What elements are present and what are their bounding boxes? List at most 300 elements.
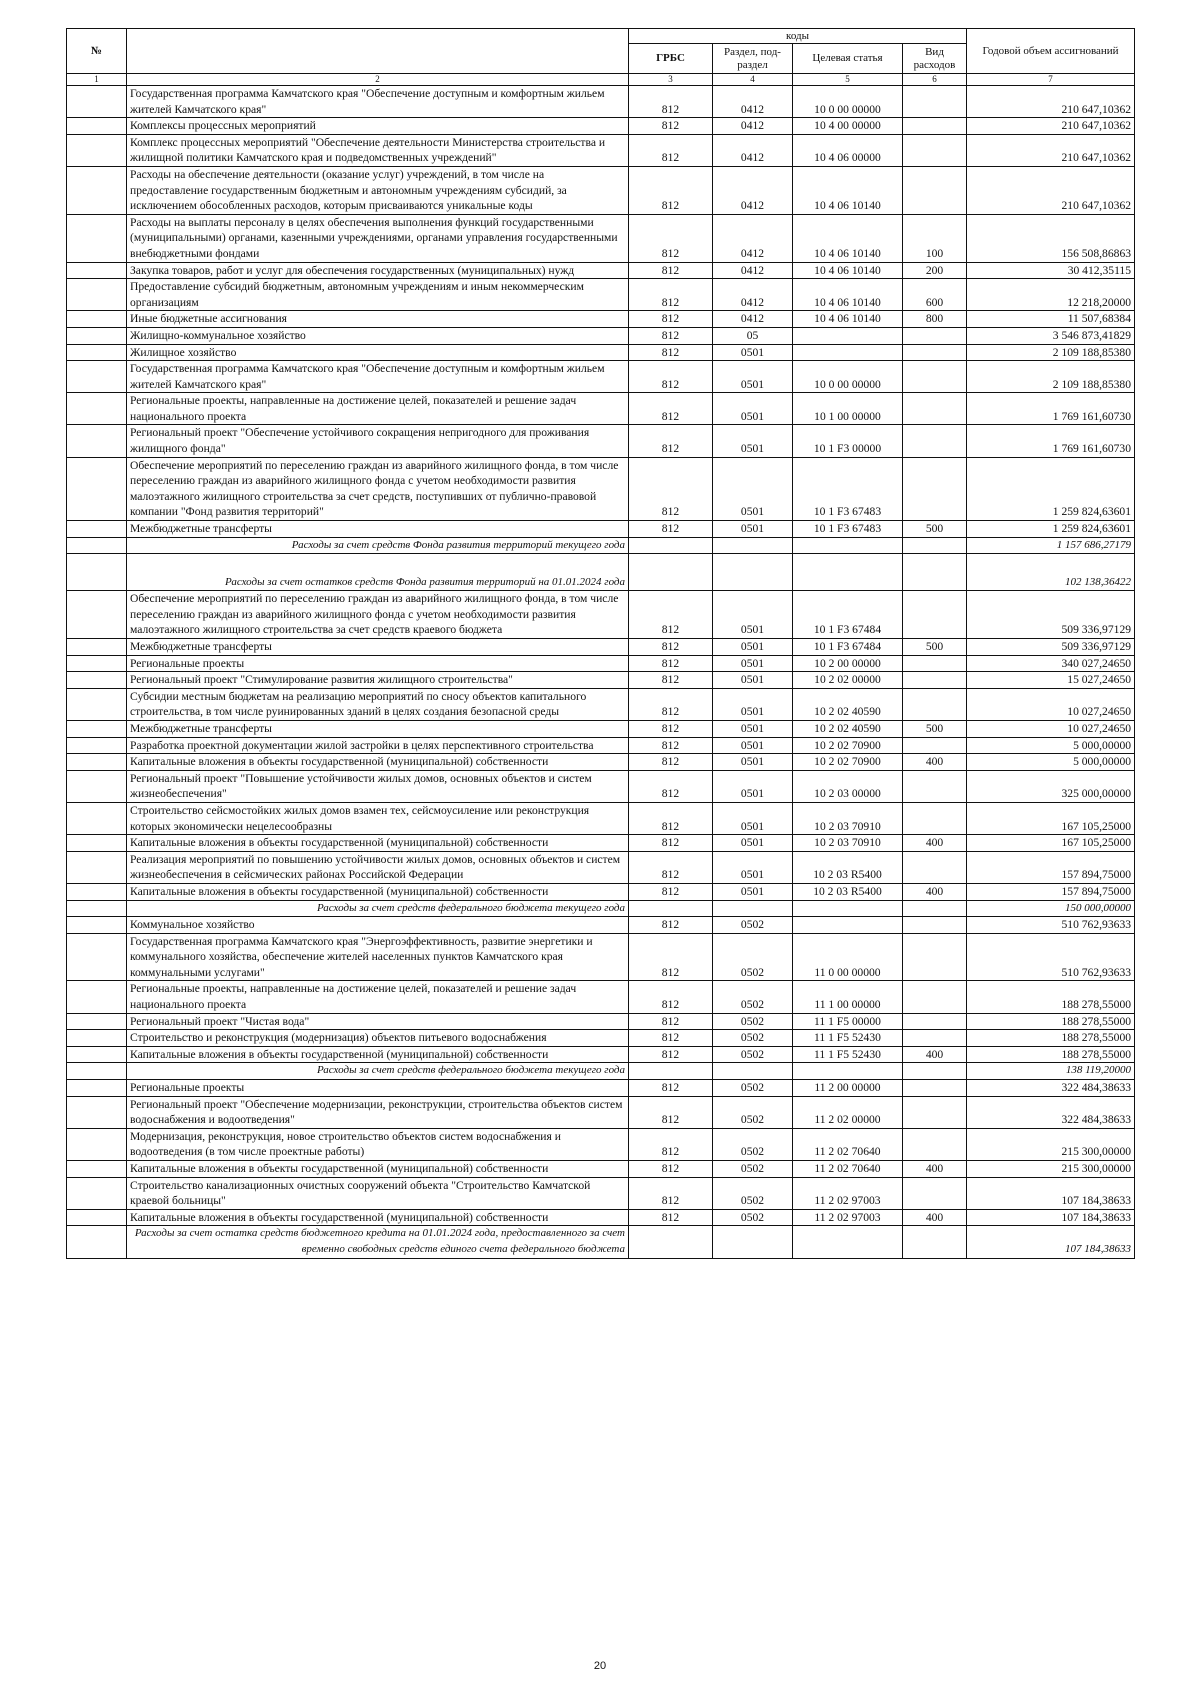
section-cell: 0501: [713, 361, 793, 393]
table-row: [67, 672, 1135, 689]
target-cell: 11 2 02 97003: [793, 1209, 903, 1226]
row-name: Строительство сейсмостойких жилых домов взамен тех, сейсмоусиление или реконструкция которых экономически нецелесообразны: [127, 802, 629, 834]
amount-cell: 1 769 161,60730: [967, 425, 1135, 457]
num-cell: [67, 393, 127, 425]
exp-type-cell: 500: [903, 720, 967, 737]
row-name: Жилищное хозяйство: [127, 344, 629, 361]
amount-cell: 1 259 824,63601: [967, 521, 1135, 538]
exp-type-cell: [903, 655, 967, 672]
amount-cell: 107 184,38633: [967, 1209, 1135, 1226]
amount-cell: 167 105,25000: [967, 802, 1135, 834]
row-name: Строительство канализационных очистных сооружений объекта "Строительство Камчатской краевой больницы": [127, 1177, 629, 1209]
amount-cell: 210 647,10362: [967, 118, 1135, 135]
target-cell: 10 2 02 00000: [793, 672, 903, 689]
num-cell: [67, 1096, 127, 1128]
colnum: 6: [903, 74, 967, 86]
table-row: [67, 917, 1135, 934]
target-cell: 10 2 03 R5400: [793, 851, 903, 883]
header-section: Раздел, под- раздел: [713, 44, 793, 74]
exp-type-cell: [903, 737, 967, 754]
exp-type-cell: 400: [903, 835, 967, 852]
amount-cell: 157 894,75000: [967, 883, 1135, 900]
target-cell: [793, 917, 903, 934]
target-cell: 10 1 F3 67483: [793, 457, 903, 520]
column-numbers-row: [67, 74, 1135, 86]
grbs-cell: 812: [629, 425, 713, 457]
row-name: Региональный проект "Чистая вода": [127, 1013, 629, 1030]
row-name: Капитальные вложения в объекты государственной (муниципальной) собственности: [127, 883, 629, 900]
num-cell: [67, 134, 127, 166]
grbs-cell: 812: [629, 1177, 713, 1209]
grbs-cell: 812: [629, 720, 713, 737]
grbs-cell: 812: [629, 166, 713, 214]
num-cell: [67, 883, 127, 900]
amount-cell: 509 336,97129: [967, 639, 1135, 656]
note-amount: 107 184,38633: [967, 1226, 1135, 1258]
amount-cell: 510 762,93633: [967, 933, 1135, 981]
section-cell: 0412: [713, 166, 793, 214]
table-row: [67, 933, 1135, 981]
target-cell: [793, 1226, 903, 1258]
amount-cell: 188 278,55000: [967, 1013, 1135, 1030]
amount-cell: 325 000,00000: [967, 770, 1135, 802]
exp-type-cell: [903, 851, 967, 883]
amount-cell: 12 218,20000: [967, 279, 1135, 311]
target-cell: 10 4 06 10140: [793, 311, 903, 328]
colnum: 1: [67, 74, 127, 86]
row-name: Региональные проекты, направленные на достижение целей, показателей и решение задач национального проекта: [127, 393, 629, 425]
num-cell: [67, 457, 127, 520]
target-cell: 10 2 03 00000: [793, 770, 903, 802]
note-amount: 1 157 686,27179: [967, 537, 1135, 554]
section-cell: 0501: [713, 639, 793, 656]
grbs-cell: 812: [629, 737, 713, 754]
section-cell: [713, 1063, 793, 1080]
num-cell: [67, 672, 127, 689]
table-row: [67, 344, 1135, 361]
section-cell: 0412: [713, 214, 793, 262]
exp-type-cell: [903, 1080, 967, 1097]
note-text: Расходы за счет остатка средств бюджетного кредита на 01.01.2024 года, предоставленного за счет временно свободных средств единого счета федерального бюджета: [127, 1226, 629, 1258]
exp-type-cell: [903, 425, 967, 457]
num-cell: [67, 720, 127, 737]
target-cell: 11 2 02 97003: [793, 1177, 903, 1209]
grbs-cell: 812: [629, 639, 713, 656]
amount-cell: 188 278,55000: [967, 981, 1135, 1013]
num-cell: [67, 591, 127, 639]
target-cell: 10 0 00 00000: [793, 361, 903, 393]
exp-type-cell: [903, 672, 967, 689]
row-name: Коммунальное хозяйство: [127, 917, 629, 934]
num-cell: [67, 118, 127, 135]
section-cell: 0502: [713, 981, 793, 1013]
exp-type-cell: 200: [903, 262, 967, 279]
num-cell: [67, 835, 127, 852]
table-row: [67, 835, 1135, 852]
section-cell: 0412: [713, 134, 793, 166]
section-cell: [713, 900, 793, 917]
table-row: [67, 214, 1135, 262]
grbs-cell: [629, 900, 713, 917]
table-row: [67, 86, 1135, 118]
colnum: 7: [967, 74, 1135, 86]
num-cell: [67, 688, 127, 720]
exp-type-cell: 400: [903, 1209, 967, 1226]
amount-cell: 340 027,24650: [967, 655, 1135, 672]
exp-type-cell: [903, 1030, 967, 1047]
section-cell: 0502: [713, 1080, 793, 1097]
grbs-cell: [629, 537, 713, 554]
section-cell: 0501: [713, 457, 793, 520]
header-grbs: ГРБС: [629, 44, 713, 74]
exp-type-cell: [903, 688, 967, 720]
section-cell: 0412: [713, 311, 793, 328]
exp-type-cell: 400: [903, 1161, 967, 1178]
grbs-cell: 812: [629, 457, 713, 520]
grbs-cell: 812: [629, 327, 713, 344]
grbs-cell: 812: [629, 1030, 713, 1047]
section-cell: 0502: [713, 1209, 793, 1226]
note-amount: 150 000,00000: [967, 900, 1135, 917]
row-name: Предоставление субсидий бюджетным, автономным учреждениям и иным некоммерческим организациям: [127, 279, 629, 311]
row-name: Региональный проект "Обеспечение модернизации, реконструкции, строительства объектов систем водоснабжения и водоотведения": [127, 1096, 629, 1128]
section-cell: 05: [713, 327, 793, 344]
num-cell: [67, 1161, 127, 1178]
table-row: [67, 262, 1135, 279]
target-cell: 10 4 06 10140: [793, 279, 903, 311]
note-row: [67, 537, 1135, 554]
row-name: Капитальные вложения в объекты государственной (муниципальной) собственности: [127, 1209, 629, 1226]
section-cell: 0501: [713, 737, 793, 754]
num-cell: [67, 655, 127, 672]
exp-type-cell: [903, 86, 967, 118]
table-row: [67, 393, 1135, 425]
section-cell: 0501: [713, 393, 793, 425]
target-cell: [793, 327, 903, 344]
grbs-cell: 812: [629, 802, 713, 834]
grbs-cell: 812: [629, 1209, 713, 1226]
grbs-cell: 812: [629, 361, 713, 393]
table-row: [67, 1030, 1135, 1047]
grbs-cell: [629, 554, 713, 591]
num-cell: [67, 537, 127, 554]
header-num: №: [67, 29, 127, 74]
target-cell: 11 2 00 00000: [793, 1080, 903, 1097]
target-cell: 11 2 02 00000: [793, 1096, 903, 1128]
table-row: [67, 1080, 1135, 1097]
amount-cell: 107 184,38633: [967, 1177, 1135, 1209]
row-name: Межбюджетные трансферты: [127, 720, 629, 737]
num-cell: [67, 344, 127, 361]
exp-type-cell: [903, 457, 967, 520]
num-cell: [67, 521, 127, 538]
row-name: Региональный проект "Повышение устойчивости жилых домов, основных объектов и систем жизнеобеспечения": [127, 770, 629, 802]
num-cell: [67, 327, 127, 344]
amount-cell: 5 000,00000: [967, 737, 1135, 754]
grbs-cell: 812: [629, 1096, 713, 1128]
row-name: Реализация мероприятий по повышению устойчивости жилых домов, основных объектов и систем жизнеобеспечения в сейсмических районах Российской Федерации: [127, 851, 629, 883]
section-cell: 0502: [713, 1046, 793, 1063]
num-cell: [67, 851, 127, 883]
header-annual: Годовой объем ассигнований: [967, 29, 1135, 74]
exp-type-cell: [903, 361, 967, 393]
table-row: [67, 521, 1135, 538]
num-cell: [67, 554, 127, 591]
amount-cell: 510 762,93633: [967, 917, 1135, 934]
exp-type-cell: [903, 344, 967, 361]
table-row: [67, 134, 1135, 166]
target-cell: 10 2 00 00000: [793, 655, 903, 672]
table-row: [67, 981, 1135, 1013]
budget-table: [66, 28, 1135, 1259]
colnum: 5: [793, 74, 903, 86]
section-cell: [713, 1226, 793, 1258]
target-cell: 11 0 00 00000: [793, 933, 903, 981]
exp-type-cell: [903, 1226, 967, 1258]
target-cell: 10 1 00 00000: [793, 393, 903, 425]
section-cell: 0501: [713, 425, 793, 457]
num-cell: [67, 1030, 127, 1047]
num-cell: [67, 425, 127, 457]
note-text: Расходы за счет средств федерального бюджета текущего года: [127, 1063, 629, 1080]
amount-cell: 215 300,00000: [967, 1161, 1135, 1178]
amount-cell: 210 647,10362: [967, 166, 1135, 214]
target-cell: 11 1 00 00000: [793, 981, 903, 1013]
row-name: Иные бюджетные ассигнования: [127, 311, 629, 328]
grbs-cell: 812: [629, 591, 713, 639]
exp-type-cell: [903, 537, 967, 554]
exp-type-cell: 500: [903, 521, 967, 538]
target-cell: 10 2 02 70900: [793, 754, 903, 771]
target-cell: 10 1 F3 67484: [793, 639, 903, 656]
table-row: [67, 1128, 1135, 1160]
note-text: Расходы за счет средств Фонда развития территорий текущего года: [127, 537, 629, 554]
exp-type-cell: 100: [903, 214, 967, 262]
header-exp-type: Вид расходов: [903, 44, 967, 74]
amount-cell: 11 507,68384: [967, 311, 1135, 328]
grbs-cell: 812: [629, 118, 713, 135]
grbs-cell: 812: [629, 262, 713, 279]
grbs-cell: 812: [629, 214, 713, 262]
num-cell: [67, 933, 127, 981]
amount-cell: 322 484,38633: [967, 1080, 1135, 1097]
amount-cell: 10 027,24650: [967, 720, 1135, 737]
section-cell: 0502: [713, 933, 793, 981]
table-row: [67, 720, 1135, 737]
grbs-cell: 812: [629, 851, 713, 883]
exp-type-cell: [903, 134, 967, 166]
target-cell: 10 2 03 70910: [793, 835, 903, 852]
grbs-cell: 812: [629, 754, 713, 771]
grbs-cell: 812: [629, 344, 713, 361]
num-cell: [67, 900, 127, 917]
grbs-cell: 812: [629, 981, 713, 1013]
note-row: [67, 1226, 1135, 1258]
row-name: Капитальные вложения в объекты государственной (муниципальной) собственности: [127, 1161, 629, 1178]
note-row: [67, 1063, 1135, 1080]
row-name: Межбюджетные трансферты: [127, 639, 629, 656]
table-row: [67, 1177, 1135, 1209]
row-name: Региональные проекты, направленные на достижение целей, показателей и решение задач национального проекта: [127, 981, 629, 1013]
section-cell: 0502: [713, 1013, 793, 1030]
section-cell: 0501: [713, 835, 793, 852]
table-row: [67, 754, 1135, 771]
target-cell: 10 4 00 00000: [793, 118, 903, 135]
section-cell: 0501: [713, 688, 793, 720]
row-name: Субсидии местным бюджетам на реализацию мероприятий по сносу объектов капитального строительства, в том числе руинированных зданий в целях создания безопасной среды: [127, 688, 629, 720]
num-cell: [67, 1013, 127, 1030]
row-name: Разработка проектной документации жилой застройки в целях перспективного строительства: [127, 737, 629, 754]
section-cell: 0501: [713, 802, 793, 834]
grbs-cell: 812: [629, 279, 713, 311]
table-row: [67, 361, 1135, 393]
row-name: Межбюджетные трансферты: [127, 521, 629, 538]
section-cell: [713, 537, 793, 554]
grbs-cell: 812: [629, 521, 713, 538]
row-name: Региональные проекты: [127, 655, 629, 672]
grbs-cell: 812: [629, 933, 713, 981]
grbs-cell: 812: [629, 1046, 713, 1063]
colnum: 4: [713, 74, 793, 86]
grbs-cell: 812: [629, 672, 713, 689]
num-cell: [67, 166, 127, 214]
row-name: Модернизация, реконструкция, новое строительство объектов систем водоснабжения и водоотведения (в том числе проектные работы): [127, 1128, 629, 1160]
target-cell: [793, 554, 903, 591]
amount-cell: 322 484,38633: [967, 1096, 1135, 1128]
colnum: 3: [629, 74, 713, 86]
exp-type-cell: 400: [903, 754, 967, 771]
num-cell: [67, 279, 127, 311]
row-name: Строительство и реконструкция (модернизация) объектов питьевого водоснабжения: [127, 1030, 629, 1047]
page-number: 20: [593, 1660, 607, 1672]
section-cell: 0501: [713, 655, 793, 672]
row-name: Комплекс процессных мероприятий "Обеспечение деятельности Министерства строительства и жилищной политики Камчатского края и подведомственных учреждений": [127, 134, 629, 166]
amount-cell: 188 278,55000: [967, 1046, 1135, 1063]
table-row: [67, 639, 1135, 656]
row-name: Расходы на обеспечение деятельности (оказание услуг) учреждений, в том числе на предоставление государственным бюджетным и автономным учреждениям субсидий, за исключением обособленных расходов, которым присваиваются уникальные коды: [127, 166, 629, 214]
row-name: Закупка товаров, работ и услуг для обеспечения государственных (муниципальных) нужд: [127, 262, 629, 279]
note-text: Расходы за счет средств федерального бюджета текущего года: [127, 900, 629, 917]
amount-cell: 167 105,25000: [967, 835, 1135, 852]
exp-type-cell: [903, 591, 967, 639]
table-row: [67, 688, 1135, 720]
section-cell: 0502: [713, 1096, 793, 1128]
table-row: [67, 327, 1135, 344]
target-cell: 10 2 02 40590: [793, 688, 903, 720]
section-cell: 0501: [713, 883, 793, 900]
row-name: Капитальные вложения в объекты государственной (муниципальной) собственности: [127, 1046, 629, 1063]
num-cell: [67, 770, 127, 802]
section-cell: 0502: [713, 1161, 793, 1178]
exp-type-cell: [903, 1013, 967, 1030]
amount-cell: 156 508,86863: [967, 214, 1135, 262]
exp-type-cell: [903, 1096, 967, 1128]
num-cell: [67, 214, 127, 262]
table-row: [67, 1013, 1135, 1030]
exp-type-cell: [903, 166, 967, 214]
section-cell: 0501: [713, 754, 793, 771]
note-row: [67, 900, 1135, 917]
section-cell: [713, 554, 793, 591]
table-row: [67, 1096, 1135, 1128]
amount-cell: 210 647,10362: [967, 134, 1135, 166]
section-cell: 0501: [713, 591, 793, 639]
amount-cell: 10 027,24650: [967, 688, 1135, 720]
note-amount: 102 138,36422: [967, 554, 1135, 591]
num-cell: [67, 1209, 127, 1226]
target-cell: 10 1 F3 67483: [793, 521, 903, 538]
table-row: [67, 883, 1135, 900]
exp-type-cell: [903, 554, 967, 591]
row-name: Региональные проекты: [127, 1080, 629, 1097]
row-name: Региональный проект "Обеспечение устойчивого сокращения непригодного для проживания жилищного фонда": [127, 425, 629, 457]
section-cell: 0501: [713, 521, 793, 538]
grbs-cell: [629, 1063, 713, 1080]
target-cell: 11 2 02 70640: [793, 1128, 903, 1160]
exp-type-cell: [903, 1177, 967, 1209]
table-body: [67, 86, 1135, 1259]
table-row: [67, 737, 1135, 754]
target-cell: 10 4 06 10140: [793, 262, 903, 279]
row-name: Жилищно-коммунальное хозяйство: [127, 327, 629, 344]
table-row: [67, 851, 1135, 883]
table-row: [67, 118, 1135, 135]
num-cell: [67, 737, 127, 754]
section-cell: 0502: [713, 1128, 793, 1160]
target-cell: 11 1 F5 52430: [793, 1030, 903, 1047]
num-cell: [67, 1046, 127, 1063]
grbs-cell: 812: [629, 134, 713, 166]
exp-type-cell: 800: [903, 311, 967, 328]
table-row: [67, 655, 1135, 672]
amount-cell: 15 027,24650: [967, 672, 1135, 689]
grbs-cell: 812: [629, 1080, 713, 1097]
grbs-cell: 812: [629, 1013, 713, 1030]
target-cell: 10 2 02 70900: [793, 737, 903, 754]
header-name: [127, 29, 629, 74]
num-cell: [67, 311, 127, 328]
grbs-cell: 812: [629, 917, 713, 934]
target-cell: 10 1 F3 00000: [793, 425, 903, 457]
exp-type-cell: [903, 770, 967, 802]
target-cell: 10 4 06 00000: [793, 134, 903, 166]
budget-page: [66, 28, 1134, 1259]
row-name: Расходы на выплаты персоналу в целях обеспечения выполнения функций государственными (муниципальными) органами, казенными учреждениями, органами управления государственными внебюджетными фондами: [127, 214, 629, 262]
exp-type-cell: [903, 1063, 967, 1080]
amount-cell: 30 412,35115: [967, 262, 1135, 279]
row-name: Региональный проект "Стимулирование развития жилищного строительства": [127, 672, 629, 689]
exp-type-cell: [903, 802, 967, 834]
target-cell: [793, 900, 903, 917]
exp-type-cell: [903, 393, 967, 425]
num-cell: [67, 639, 127, 656]
amount-cell: 2 109 188,85380: [967, 344, 1135, 361]
grbs-cell: 812: [629, 770, 713, 802]
section-cell: 0502: [713, 1030, 793, 1047]
table-row: [67, 1209, 1135, 1226]
row-name: Государственная программа Камчатского края "Энергоэффективность, развитие энергетики и коммунального хозяйства, обеспечение жителей населенных пунктов Камчатского края коммунальными услугами": [127, 933, 629, 981]
table-row: [67, 279, 1135, 311]
row-name: Государственная программа Камчатского края "Обеспечение доступным и комфортным жильем жителей Камчатского края": [127, 86, 629, 118]
target-cell: 10 4 06 10140: [793, 214, 903, 262]
section-cell: 0412: [713, 279, 793, 311]
target-cell: 11 1 F5 00000: [793, 1013, 903, 1030]
target-cell: [793, 537, 903, 554]
header-codes: коды: [629, 29, 967, 44]
exp-type-cell: [903, 900, 967, 917]
section-cell: 0502: [713, 917, 793, 934]
note-text: Расходы за счет остатков средств Фонда развития территорий на 01.01.2024 года: [127, 554, 629, 591]
